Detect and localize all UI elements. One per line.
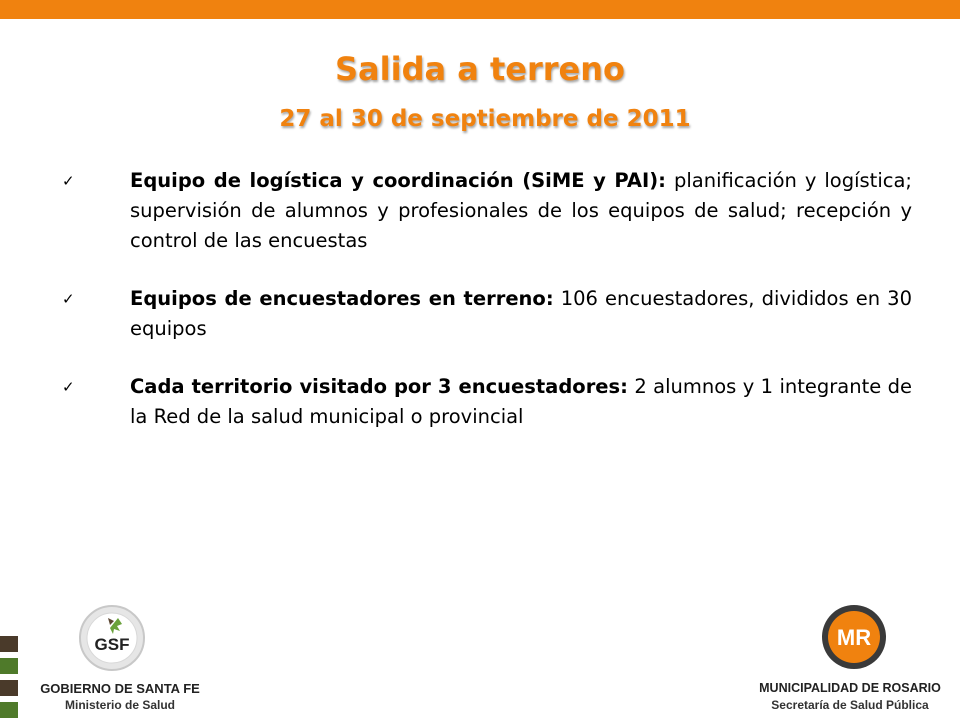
bullet-text: planificación y logística; supervisión de alumnos y profesionales de los equipos de salud; recepción y control de las encuestas bbox=[130, 169, 912, 252]
check-icon: ✓ bbox=[62, 172, 75, 190]
left-logo-line1: GOBIERNO DE SANTA FE bbox=[40, 681, 200, 696]
mr-logo bbox=[820, 603, 888, 671]
bullet-lead: Equipo de logística y coordinación (SiME y PAI): bbox=[130, 169, 666, 192]
left-logo-line2: Ministerio de Salud bbox=[64, 698, 175, 712]
decor-square bbox=[0, 636, 18, 652]
bullet-list bbox=[60, 166, 912, 460]
gsf-logo bbox=[78, 604, 146, 672]
slide-title: Salida a terreno bbox=[335, 50, 625, 88]
slide-subtitle: 27 al 30 de septiembre de 2011 bbox=[279, 106, 691, 132]
right-logo-line2: Secretaría de Salud Pública bbox=[771, 698, 929, 712]
decor-square bbox=[0, 702, 18, 718]
check-icon: ✓ bbox=[62, 290, 75, 308]
check-icon: ✓ bbox=[62, 378, 75, 396]
bullet-item-logistics bbox=[60, 166, 912, 256]
bullet-lead: Cada territorio visitado por 3 encuestadores: bbox=[130, 375, 628, 398]
gsf-logo-mark: GSF bbox=[94, 635, 130, 654]
decor-square bbox=[0, 658, 18, 674]
bullet-text: 106 encuestadores, divididos en 30 equipos bbox=[130, 287, 912, 340]
bullet-lead: Equipos de encuestadores en terreno: bbox=[130, 287, 554, 310]
right-logo-line1: MUNICIPALIDAD DE ROSARIO bbox=[759, 681, 941, 695]
mr-logo-mark: MR bbox=[836, 625, 872, 650]
top-accent-bar bbox=[0, 0, 960, 19]
bullet-text: 2 alumnos y 1 integrante de la Red de la salud municipal o provincial bbox=[130, 375, 912, 428]
bullet-item-surveyors bbox=[60, 284, 912, 344]
decor-square bbox=[0, 680, 18, 696]
side-decoration bbox=[0, 636, 18, 724]
bullet-item-territory bbox=[60, 372, 912, 432]
